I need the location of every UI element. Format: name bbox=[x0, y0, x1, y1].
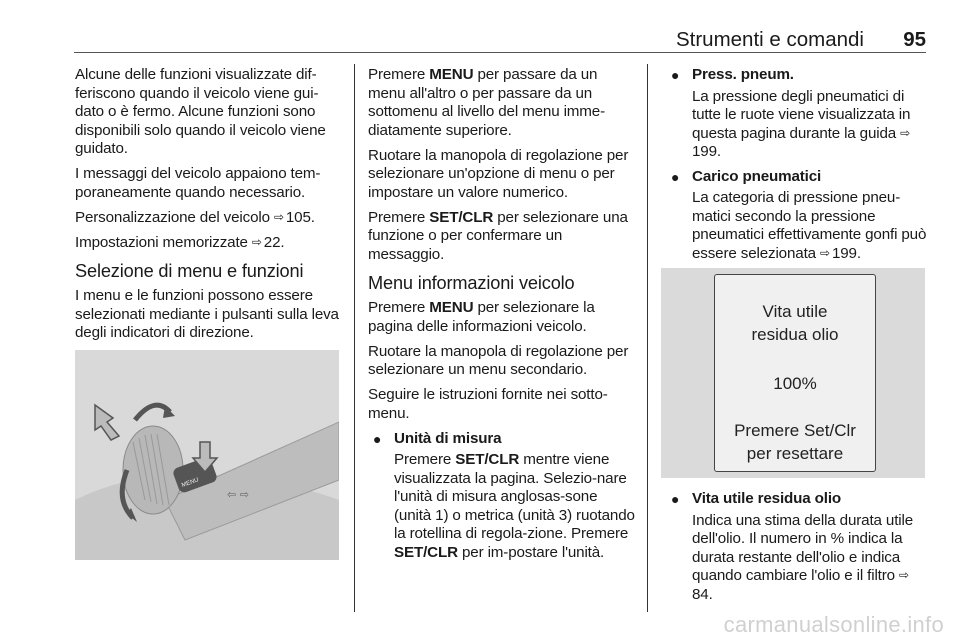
page-header bbox=[74, 28, 926, 54]
paragraph: Premere MENU per selezionare la pagina delle informazioni veicolo. bbox=[368, 299, 595, 335]
bullet-dot-icon: ● bbox=[671, 168, 680, 185]
bullet-dot-icon: ● bbox=[373, 430, 382, 447]
paragraph: Ruotare la manopola di regolazione per selezionare un menu secondario. bbox=[368, 342, 629, 378]
page-ref-icon: ⇨ bbox=[820, 245, 830, 260]
section-heading: Selezione di menu e funzioni bbox=[75, 261, 304, 281]
column-divider-1 bbox=[354, 64, 355, 612]
display-value: 100% bbox=[773, 374, 817, 393]
paragraph: Ruotare la manopola di regolazione per selezionare un'opzione di menu o per impostare un valore numerico. bbox=[368, 146, 629, 201]
stalk-illustration bbox=[75, 350, 339, 560]
watermark: carmanualsonline.info bbox=[723, 612, 944, 637]
column-3-lower bbox=[666, 490, 928, 610]
header-rule bbox=[74, 52, 926, 53]
page-ref-icon: ⇨ bbox=[900, 125, 911, 140]
bullet-item: ● Press. pneum. La pressione degli pneumatici di tutte le ruote viene visualizzata in questa pagina durante la guida ⇨199. bbox=[671, 66, 911, 160]
display-illustration bbox=[661, 268, 925, 478]
paragraph: I menu e le funzioni possono essere selezionati mediante i pulsanti sulla leva degli indicatori di direzione. bbox=[75, 287, 339, 341]
cross-reference: Personalizzazione del veicolo ⇨ 105. bbox=[75, 208, 315, 226]
column-2 bbox=[368, 66, 638, 568]
paragraph: I messaggi del veicolo appaiono tem-poraneamente quando necessario. bbox=[75, 165, 321, 201]
paragraph: Premere SET/CLR per selezionare una funzione o per confermare un messaggio. bbox=[368, 208, 628, 263]
column-divider-2 bbox=[647, 64, 648, 612]
bullet-dot-icon: ● bbox=[671, 67, 680, 83]
paragraph: Seguire le istruzioni fornite nei sotto-menu. bbox=[368, 386, 608, 422]
column-1 bbox=[75, 66, 343, 349]
paragraph: Alcune delle funzioni visualizzate dif-feriscono quando il veicolo viene gui-dato o è fermo. Alcune funzioni sono disponibili solo quando il veicolo viene guidato. bbox=[75, 66, 326, 157]
bullet-item: ● Vita utile residua olio Indica una stima della durata utile dell'olio. Il numero in % indica la durata restante dell'olio e indica quando cambiare l'olio e il filtro ⇨84. bbox=[671, 490, 914, 603]
section-title: Strumenti e comandi bbox=[675, 28, 864, 51]
page-ref-icon: ⇨ bbox=[899, 568, 909, 582]
display-text: Premere Set/Clr bbox=[734, 421, 856, 440]
page-ref-icon: ⇨ bbox=[251, 234, 262, 249]
bullet-item: ● Carico pneumatici La categoria di pressione pneu-matici secondo la pressione pneumatici effettivamente gonfi può essere selezionata ⇨ 199. bbox=[671, 167, 927, 262]
bullet-dot-icon: ● bbox=[671, 491, 680, 507]
display-text: per resettare bbox=[746, 444, 844, 463]
bullet-item: ● Unità di misura Premere SET/CLR mentre viene visualizzata la pagina. Selezio-nare l'unità di misura anglosas-sone (unità 1) o metrica (unità 3) ruotando la rotellina di regola-zione. Premere SET/CLR per im-postare l'unità. bbox=[373, 429, 635, 561]
svg-text:⇦ ⇨: ⇦ ⇨ bbox=[227, 488, 249, 501]
section-heading: Menu informazioni veicolo bbox=[368, 273, 575, 293]
cross-reference: Impostazioni memorizzate ⇨ 22. bbox=[75, 233, 285, 251]
column-3 bbox=[666, 66, 928, 269]
display-text: residua olio bbox=[751, 325, 839, 344]
paragraph: Premere MENU per passare da un menu all'altro o per passare da un sottomenu al livello del menu imme-diatamente superiore. bbox=[368, 66, 606, 139]
display-text: Vita utile bbox=[762, 302, 828, 321]
page-ref-icon: ⇨ bbox=[273, 209, 284, 224]
page-number: 95 bbox=[903, 28, 926, 51]
info-display-screen bbox=[714, 274, 876, 472]
turn-signal-lever-drawing bbox=[75, 350, 339, 560]
menu-button-label: MENU bbox=[180, 477, 200, 489]
